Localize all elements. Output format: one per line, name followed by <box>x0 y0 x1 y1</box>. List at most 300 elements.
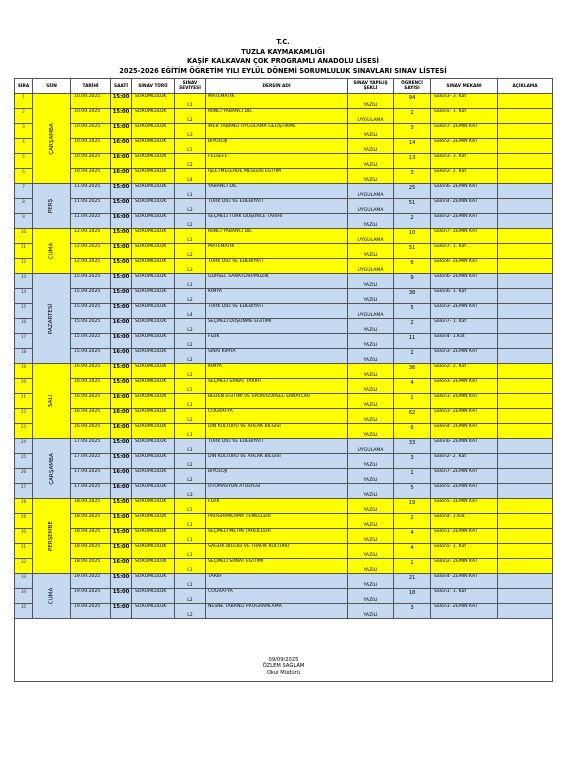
exam-level: L2 <box>175 589 206 604</box>
course-name: SEÇMELİ SANAT TARİHİ <box>206 379 348 394</box>
table-row <box>15 154 553 169</box>
exam-mode: YAZILI <box>348 529 394 544</box>
exam-mode: YAZILI <box>348 94 394 109</box>
exam-date: 17.09.2025 <box>71 469 111 484</box>
exam-level: L2 <box>175 109 206 124</box>
exam-type: SORUMLULUK <box>132 304 175 319</box>
table-row <box>15 184 553 199</box>
signature-name: ÖZLEM SAĞLAM <box>262 663 305 670</box>
exam-type: SORUMLULUK <box>132 349 175 364</box>
exam-mode: UYGULAMA <box>348 199 394 214</box>
exam-mode: YAZILI <box>348 469 394 484</box>
exam-date: 16.09.2025 <box>71 394 111 409</box>
exam-room: Salon3- ZEMİN KAT <box>431 379 498 394</box>
course-name: SEÇMELİ SANAT EĞİTİMİ <box>206 559 348 574</box>
course-name: BİYOLOJİ <box>206 139 348 154</box>
course-name: SAĞLIK BİLGİSİ VE TRAFİK KÜLTÜRÜ <box>206 544 348 559</box>
row-number: 14 <box>15 289 33 304</box>
exam-room: Salon5- ZEMİN KAT <box>431 484 498 499</box>
exam-time: 15:00 <box>111 274 132 289</box>
exam-note <box>498 484 553 499</box>
table-row <box>15 499 553 514</box>
course-name: FİZİK <box>206 334 348 349</box>
header-line-1: T.C. <box>276 38 290 46</box>
exam-date: 15.09.2025 <box>71 319 111 334</box>
exam-date: 11.09.2025 <box>71 184 111 199</box>
col-aciklama: AÇIKLAMA <box>498 79 553 94</box>
row-number: 8 <box>15 199 33 214</box>
exam-room: Salon6- ZEMİN KAT <box>431 259 498 274</box>
exam-date: 16.09.2025 <box>71 409 111 424</box>
exam-type: SORUMLULUK <box>132 124 175 139</box>
row-number: 3 <box>15 124 33 139</box>
exam-note <box>498 454 553 469</box>
table-row <box>15 109 553 124</box>
exam-date: 18.09.2025 <box>71 544 111 559</box>
exam-room: Salon3- 3. Kat <box>431 154 498 169</box>
exam-mode: UYGULAMA <box>348 109 394 124</box>
exam-level: L1 <box>175 439 206 454</box>
exam-date: 12.09.2025 <box>71 259 111 274</box>
day-label: ÇARŞAMBA <box>48 122 55 155</box>
header-line-2: TUZLA KAYMAKAMLIĞI <box>241 47 325 56</box>
exam-mode: YAZILI <box>348 454 394 469</box>
signature-title: Okul Müdürü <box>266 670 301 677</box>
exam-date: 11.09.2025 <box>71 199 111 214</box>
day-label: SALI <box>48 394 55 408</box>
table-row <box>15 439 553 454</box>
student-count: 2 <box>394 514 431 529</box>
exam-time: 15:00 <box>111 94 132 109</box>
table-row <box>15 349 553 364</box>
exam-room: Salon4- ZEMİN KAT <box>431 574 498 589</box>
exam-time: 15:00 <box>111 589 132 604</box>
day-cell <box>33 574 71 619</box>
exam-type: SORUMLULUK <box>132 139 175 154</box>
exam-level: L2 <box>175 319 206 334</box>
exam-date: 19.09.2025 <box>71 604 111 619</box>
student-count: 62 <box>394 409 431 424</box>
exam-date: 16.09.2025 <box>71 364 111 379</box>
course-name: COĞRAFYA <box>206 409 348 424</box>
student-count: 6 <box>394 424 431 439</box>
exam-level: L1 <box>175 364 206 379</box>
exam-room: Salon2- ZEMİN KAT <box>431 214 498 229</box>
exam-note <box>498 529 553 544</box>
exam-type: SORUMLULUK <box>132 424 175 439</box>
exam-room: Salon1- ZEMİN KAT <box>431 529 498 544</box>
exam-type: SORUMLULUK <box>132 544 175 559</box>
exam-level: L2 <box>175 199 206 214</box>
exam-level: L1 <box>175 514 206 529</box>
exam-mode: YAZILI <box>348 154 394 169</box>
row-number: 17 <box>15 334 33 349</box>
exam-time: 15:00 <box>111 544 132 559</box>
exam-level: L4 <box>175 169 206 184</box>
exam-date: 17.09.2025 <box>71 454 111 469</box>
day-label: PAZARTESİ <box>48 303 55 334</box>
exam-note <box>498 199 553 214</box>
col-seviye: SINAV SEVİYESİ <box>175 79 206 94</box>
day-cell <box>33 94 71 184</box>
day-cell <box>33 499 71 574</box>
exam-mode: YAZILI <box>348 244 394 259</box>
course-name: TÜRK DİLİ VE EDEBİYATI <box>206 304 348 319</box>
exam-time: 15:00 <box>111 109 132 124</box>
course-name: İKİNCİ YABANCI DİL <box>206 109 348 124</box>
col-gun: GÜN <box>33 79 71 94</box>
exam-type: SORUMLULUK <box>132 364 175 379</box>
exam-date: 18.09.2025 <box>71 499 111 514</box>
exam-level: L3 <box>175 484 206 499</box>
table-row <box>15 574 553 589</box>
col-tur: SINAV TÜRÜ <box>132 79 175 94</box>
row-number: 33 <box>15 574 33 589</box>
day-cell <box>33 274 71 364</box>
course-name: NESNE TABANLI PROGRAMLAMA <box>206 604 348 619</box>
student-count: 9 <box>394 274 431 289</box>
day-label: PERŞ <box>48 198 55 214</box>
course-name: SEÇMELİ METİN TAHLİLLERİ <box>206 529 348 544</box>
exam-mode: YAZILI <box>348 484 394 499</box>
exam-level: L1 <box>175 394 206 409</box>
exam-type: SORUMLULUK <box>132 514 175 529</box>
header-line-4: 2025-2026 EĞİTİM ÖĞRETİM YILI EYLÜL DÖNEMİ SORUMLULUK SINAVLARI SINAV LİSTESİ <box>119 66 447 75</box>
course-name: DİN KÜLTÜRÜ VE AHLAK BİLGİSİ <box>206 424 348 439</box>
student-count: 36 <box>394 364 431 379</box>
exam-room: Salon4- ZEMİN KAT <box>431 199 498 214</box>
student-count: 13 <box>394 154 431 169</box>
day-label: ÇARŞAMBA <box>48 452 55 485</box>
exam-note <box>498 394 553 409</box>
exam-date: 15.09.2025 <box>71 334 111 349</box>
exam-level: L2 <box>175 214 206 229</box>
student-count: 51 <box>394 244 431 259</box>
exam-mode: YAZILI <box>348 139 394 154</box>
day-cell <box>33 229 71 274</box>
exam-level: L1 <box>175 229 206 244</box>
exam-time: 16:00 <box>111 349 132 364</box>
exam-note <box>498 184 553 199</box>
exam-date: 10.09.2025 <box>71 139 111 154</box>
student-count: 4 <box>394 379 431 394</box>
exam-level: L2 <box>175 244 206 259</box>
table-row <box>15 274 553 289</box>
exam-room: Salon2- ZEMİN KAT <box>431 139 498 154</box>
course-name: BEDEN EĞİTİMİ VE SPOR/GÖRSEL SANATLAR <box>206 394 348 409</box>
exam-time: 16:00 <box>111 334 132 349</box>
exam-mode: YAZILI <box>348 274 394 289</box>
table-row <box>15 484 553 499</box>
row-number: 30 <box>15 529 33 544</box>
exam-type: SORUMLULUK <box>132 604 175 619</box>
exam-room: Salon3- 3. Kat <box>431 94 498 109</box>
row-number: 1 <box>15 94 33 109</box>
table-row <box>15 514 553 529</box>
exam-mode: UYGULAMA <box>348 304 394 319</box>
col-sekil: SINAV YAPILIŞ ŞEKLİ <box>348 79 394 94</box>
student-count: 1 <box>394 394 431 409</box>
course-name: SINAİ KİMYA <box>206 349 348 364</box>
exam-type: SORUMLULUK <box>132 409 175 424</box>
table-row <box>15 559 553 574</box>
table-row <box>15 169 553 184</box>
student-count: 2 <box>394 349 431 364</box>
row-number: 28 <box>15 499 33 514</box>
course-name: SEÇMELİ TÜRK DÜŞÜNCE TARİHİ <box>206 214 348 229</box>
exam-time: 16:00 <box>111 484 132 499</box>
exam-room: Salon3- ZEMİN KAT <box>431 349 498 364</box>
exam-note <box>498 574 553 589</box>
exam-time: 15:00 <box>111 304 132 319</box>
row-number: 15 <box>15 304 33 319</box>
exam-time: 15:00 <box>111 229 132 244</box>
table-row <box>15 94 553 109</box>
course-name: YABANCI DİL <box>206 184 348 199</box>
exam-note <box>498 544 553 559</box>
exam-room: Salon4- 1.Kat <box>431 334 498 349</box>
row-number: 21 <box>15 394 33 409</box>
table-row <box>15 394 553 409</box>
exam-mode: UYGULAMA <box>348 184 394 199</box>
table-row <box>15 124 553 139</box>
exam-room: Salon6- ZEMİN KAT <box>431 274 498 289</box>
exam-mode: YAZILI <box>348 214 394 229</box>
exam-mode: YAZILI <box>348 169 394 184</box>
course-name: TARİH <box>206 574 348 589</box>
day-label: CUMA <box>48 587 55 605</box>
exam-level: L1 <box>175 559 206 574</box>
col-sayi: ÖĞRENCİ SAYISI <box>394 79 431 94</box>
exam-time: 15:00 <box>111 454 132 469</box>
exam-level: L3 <box>175 259 206 274</box>
exam-time: 15:00 <box>111 529 132 544</box>
exam-mode: YAZILI <box>348 289 394 304</box>
exam-note <box>498 124 553 139</box>
exam-type: SORUMLULUK <box>132 259 175 274</box>
table-header-row <box>15 79 553 94</box>
exam-date: 16.09.2025 <box>71 424 111 439</box>
exam-time: 15:00 <box>111 604 132 619</box>
exam-time: 15:00 <box>111 259 132 274</box>
col-saat: SAATİ <box>111 79 132 94</box>
exam-level: L3 <box>175 124 206 139</box>
row-number: 12 <box>15 259 33 274</box>
course-name: PROGRAMLAMA TEMELLERİ <box>206 514 348 529</box>
exam-level: L1 <box>175 529 206 544</box>
exam-type: SORUMLULUK <box>132 334 175 349</box>
table-row <box>15 259 553 274</box>
exam-time: 15:00 <box>111 439 132 454</box>
course-name: OTOMASYON ATÖLYESİ <box>206 484 348 499</box>
row-number: 10 <box>15 229 33 244</box>
exam-time: 16:00 <box>111 169 132 184</box>
student-count: 33 <box>394 439 431 454</box>
exam-mode: YAZILI <box>348 349 394 364</box>
exam-room: Salon7- 1. Kat <box>431 319 498 334</box>
student-count: 5 <box>394 484 431 499</box>
exam-type: SORUMLULUK <box>132 214 175 229</box>
exam-note <box>498 589 553 604</box>
course-name: TÜRK DİLİ VE EDEBİYATI <box>206 199 348 214</box>
exam-note <box>498 244 553 259</box>
exam-mode: YAZILI <box>348 409 394 424</box>
exam-note <box>498 94 553 109</box>
table-row <box>15 289 553 304</box>
exam-room: Salon7- 1. Kat <box>431 244 498 259</box>
exam-date: 11.09.2025 <box>71 214 111 229</box>
exam-type: SORUMLULUK <box>132 94 175 109</box>
exam-note <box>498 304 553 319</box>
exam-note <box>498 604 553 619</box>
student-count: 2 <box>394 109 431 124</box>
row-number: 13 <box>15 274 33 289</box>
table-row <box>15 214 553 229</box>
student-count: 2 <box>394 319 431 334</box>
exam-time: 15:00 <box>111 124 132 139</box>
row-number: 25 <box>15 454 33 469</box>
course-name: WEB TABANLI UYGULAMA GELİŞTİRME <box>206 124 348 139</box>
row-number: 7 <box>15 184 33 199</box>
exam-note <box>498 514 553 529</box>
exam-date: 16.09.2025 <box>71 379 111 394</box>
exam-note <box>498 259 553 274</box>
exam-mode: YAZILI <box>348 499 394 514</box>
exam-room: Salon7- ZEMİN KAT <box>431 124 498 139</box>
exam-level: L1 <box>175 274 206 289</box>
exam-room: Salon4- ZEMİN KAT <box>431 424 498 439</box>
exam-type: SORUMLULUK <box>132 229 175 244</box>
exam-room: Salon1- ZEMİN KAT <box>431 604 498 619</box>
exam-level: L1 <box>175 424 206 439</box>
exam-level: L2 <box>175 334 206 349</box>
exam-type: SORUMLULUK <box>132 484 175 499</box>
exam-date: 10.09.2025 <box>71 154 111 169</box>
exam-date: 15.09.2025 <box>71 304 111 319</box>
student-count: 3 <box>394 604 431 619</box>
exam-level: L1 <box>175 499 206 514</box>
course-name: İKİNCİ YABANCI DİL <box>206 229 348 244</box>
exam-room: Salon6- ZEMİN KAT <box>431 184 498 199</box>
exam-note <box>498 289 553 304</box>
exam-time: 15:00 <box>111 184 132 199</box>
student-count: 10 <box>394 229 431 244</box>
exam-level: L2 <box>175 289 206 304</box>
row-number: 2 <box>15 109 33 124</box>
row-number: 24 <box>15 439 33 454</box>
exam-note <box>498 409 553 424</box>
exam-date: 10.09.2025 <box>71 94 111 109</box>
exam-time: 15:00 <box>111 499 132 514</box>
exam-room: Salon2- 2. Kat <box>431 454 498 469</box>
exam-type: SORUMLULUK <box>132 289 175 304</box>
table-row <box>15 334 553 349</box>
exam-room: Salon5- 1. Kat <box>431 109 498 124</box>
exam-room: Salon5- 1. Kat <box>431 544 498 559</box>
exam-room: Salon3- ZEMİN KAT <box>431 409 498 424</box>
day-cell <box>33 439 71 499</box>
exam-date: 10.09.2025 <box>71 124 111 139</box>
exam-date: 10.09.2025 <box>71 109 111 124</box>
exam-type: SORUMLULUK <box>132 244 175 259</box>
row-number: 35 <box>15 604 33 619</box>
exam-note <box>498 439 553 454</box>
row-number: 29 <box>15 514 33 529</box>
exam-time: 16:00 <box>111 424 132 439</box>
exam-date: 12.09.2025 <box>71 229 111 244</box>
course-name: İŞLETMELERDE MESLEKİ EĞİTİM <box>206 169 348 184</box>
course-name: MATEMATİK <box>206 244 348 259</box>
exam-table <box>14 78 553 682</box>
exam-type: SORUMLULUK <box>132 574 175 589</box>
row-number: 23 <box>15 424 33 439</box>
student-count: 3 <box>394 124 431 139</box>
exam-type: SORUMLULUK <box>132 184 175 199</box>
student-count: 1 <box>394 469 431 484</box>
exam-note <box>498 349 553 364</box>
exam-date: 17.09.2025 <box>71 484 111 499</box>
exam-time: 15:00 <box>111 574 132 589</box>
exam-mode: YAZILI <box>348 334 394 349</box>
row-number: 27 <box>15 484 33 499</box>
exam-room: Salon7- ZEMİN KAT <box>431 229 498 244</box>
exam-mode: YAZILI <box>348 394 394 409</box>
exam-note <box>498 139 553 154</box>
student-count: 18 <box>394 589 431 604</box>
table-row <box>15 364 553 379</box>
exam-room: Salon5- ZEMİN KAT <box>431 499 498 514</box>
exam-time: 16:00 <box>111 139 132 154</box>
table-row <box>15 319 553 334</box>
table-row <box>15 409 553 424</box>
exam-note <box>498 364 553 379</box>
exam-note <box>498 469 553 484</box>
exam-level: L2 <box>175 604 206 619</box>
exam-date: 15.09.2025 <box>71 289 111 304</box>
student-count: 25 <box>394 184 431 199</box>
exam-time: 15:00 <box>111 244 132 259</box>
exam-room: Salon7- ZEMİN KAT <box>431 469 498 484</box>
row-number: 6 <box>15 169 33 184</box>
exam-type: SORUMLULUK <box>132 274 175 289</box>
document-header <box>0 38 566 76</box>
exam-date: 10.09.2025 <box>71 169 111 184</box>
table-row <box>15 589 553 604</box>
exam-type: SORUMLULUK <box>132 469 175 484</box>
exam-level: L1 <box>175 544 206 559</box>
exam-room: Salon3- ZEMİN KAT <box>431 304 498 319</box>
exam-note <box>498 169 553 184</box>
table-row <box>15 199 553 214</box>
exam-time: 16:00 <box>111 469 132 484</box>
exam-level: L1 <box>175 574 206 589</box>
student-count: 5 <box>394 304 431 319</box>
exam-mode: YAZILI <box>348 574 394 589</box>
course-name: BİYOLOJİ <box>206 469 348 484</box>
student-count: 4 <box>394 544 431 559</box>
exam-room: Salon4- 1.Kat <box>431 514 498 529</box>
course-name: TÜRK DİLİ VE EDEBİYATI <box>206 259 348 274</box>
exam-date: 12.09.2025 <box>71 244 111 259</box>
row-number: 11 <box>15 244 33 259</box>
day-cell <box>33 364 71 439</box>
exam-mode: YAZILI <box>348 559 394 574</box>
row-number: 18 <box>15 349 33 364</box>
exam-time: 16:00 <box>111 154 132 169</box>
row-number: 20 <box>15 379 33 394</box>
signature-date: 09/09/2025 <box>268 656 299 663</box>
row-number: 34 <box>15 589 33 604</box>
